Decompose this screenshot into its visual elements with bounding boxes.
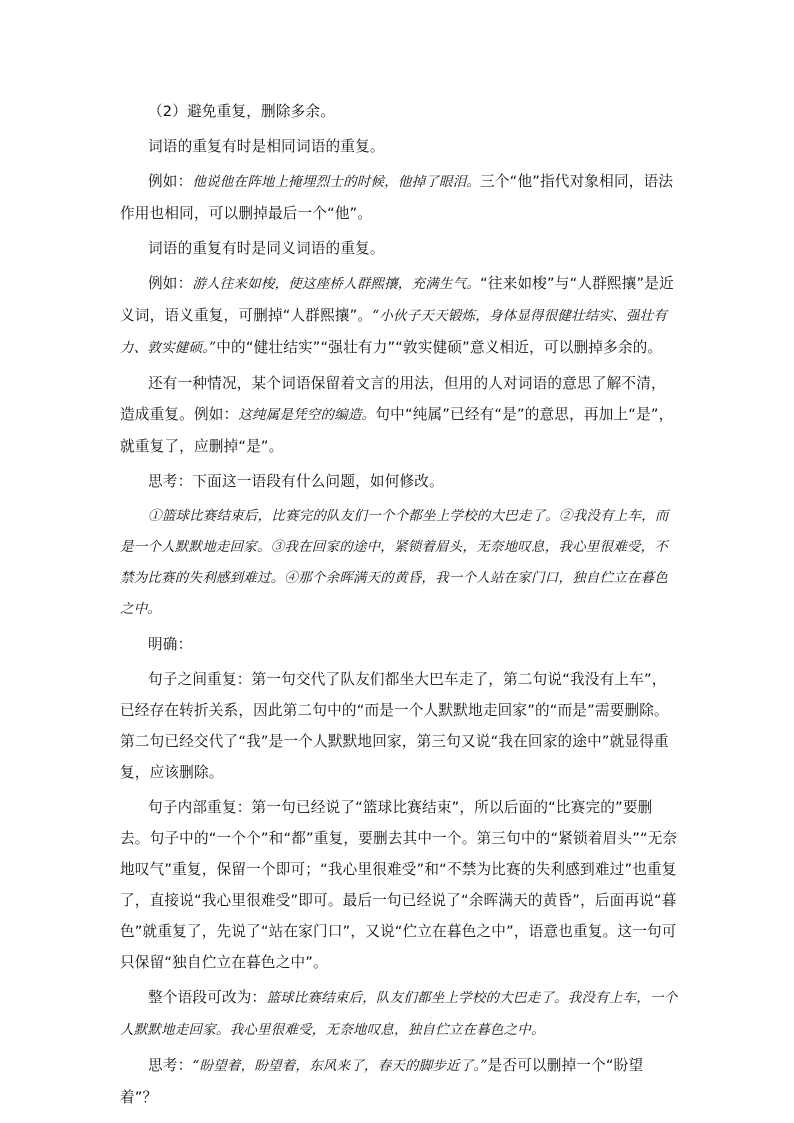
paragraph-text: 句中“纯属”已经有“是”的意思，再加上“是”，就重复了，应删掉“是”。 <box>120 406 674 455</box>
example-label: 例如： <box>148 173 193 190</box>
paragraph-text: “往来如梭”与“人群熙攘”是近义词，语义重复，可删掉“人群熙攘”。 <box>120 275 674 324</box>
paragraph-label: 思考： <box>148 1057 193 1074</box>
paragraph <box>120 131 678 162</box>
exercise-passage <box>120 501 678 625</box>
paragraph-text: 明确： <box>148 636 193 653</box>
example-sentence: “小伙子天天锻炼，身体显得很健壮结实、强壮有力、敦实健硕。” <box>120 308 668 356</box>
paragraph <box>120 982 678 1046</box>
example-sentence: 这纯属是凭空的编造。 <box>238 407 376 423</box>
paragraph <box>120 268 678 364</box>
paragraph <box>120 466 678 497</box>
paragraph-text: 中的“健壮结实”“强壮有力”“敦实健硕”意义相近，可以删掉多余的。 <box>216 339 663 356</box>
paragraph-text: 词语的重复有时是相同词语的重复。 <box>148 138 385 155</box>
paragraph <box>120 664 678 788</box>
example-sentence: 他说他在阵地上掩埋烈士的时候，他掉了眼泪。 <box>192 174 481 190</box>
revised-passage: 篮球比赛结束后，队友们都坐上学校的大巴走了。我没有上车，一个人默默地走回家。我心里很难受，无奈地叹息，独自伫立在暮色之中。 <box>120 990 678 1038</box>
paragraph-text: 句子内部重复：第一句已经说了“篮球比赛结束”，所以后面的“比赛完的”要删去。句子中的“一个个”和“都”重复，要删去其中一个。第三句中的“紧锁着眉头”“无奈地叹气”重复，保留一个即可；“我心里很难受”和“不禁为比赛的失利感到难过”也重复了，直接说“我心里很难受”即可。最后一句已经说了“余晖满天的黄昏”，后面再说“暮色”就重复了，先说了“站在家门口”，又说“伫立在暮色之中”，语意也重复。这一句可只保留“独自伫立在暮色之中”。 <box>120 799 678 971</box>
paragraph <box>120 233 678 264</box>
paragraph-text: 思考：下面这一语段有什么问题，如何修改。 <box>148 473 444 490</box>
paragraph-text: 还有一种情况，某个词语保留着文言的用法，但用的人对词语的意思了解不清，造成重复。例如： <box>120 375 666 423</box>
paragraph <box>120 629 678 660</box>
paragraph-text: 词语的重复有时是同义词语的重复。 <box>148 240 385 257</box>
paragraph <box>120 1050 678 1113</box>
paragraph <box>120 792 678 978</box>
passage-text: ①篮球比赛结束后，比赛完的队友们一个个都坐上学校的大巴走了。②我没有上车，而是一个人默默地走回家。③我在回家的途中，紧锁着眉头，无奈地叹息，我心里很难受，不禁为比赛的失利感到难过。④那个余晖满天的黄昏，我一个人站在家门口，独自伫立在暮色之中。 <box>120 508 669 617</box>
example-sentence: 游人往来如梭，使这座桥人群熙攘，充满生气。 <box>192 276 481 292</box>
heading-text: （2）避免重复，删除多余。 <box>148 103 336 120</box>
paragraph-text: 三个“他”指代对象相同，语法作用也相同，可以删掉最后一个“他”。 <box>120 173 674 222</box>
paragraph <box>120 368 678 462</box>
example-sentence: “盼望着，盼望着，东风来了，春天的脚步近了。” <box>192 1058 488 1074</box>
paragraph-text: 是否可以删掉一个“盼望着”？ <box>120 1057 644 1106</box>
section-heading <box>120 96 678 127</box>
paragraph-label: 整个语段可改为： <box>148 989 267 1006</box>
example-label: 例如： <box>148 275 193 292</box>
paragraph <box>120 166 678 229</box>
paragraph-text: 句子之间重复：第一句交代了队友们都坐大巴车走了，第二句说“我没有上车”，已经存在转折关系，因此第二句中的“而是一个人默默地走回家”的“而是”需要删除。第二句已经交代了“我”是一个人默默地回家，第三句又说“我在回家的途中”就显得重复，应该删除。 <box>120 671 669 781</box>
document-body <box>120 96 678 1113</box>
